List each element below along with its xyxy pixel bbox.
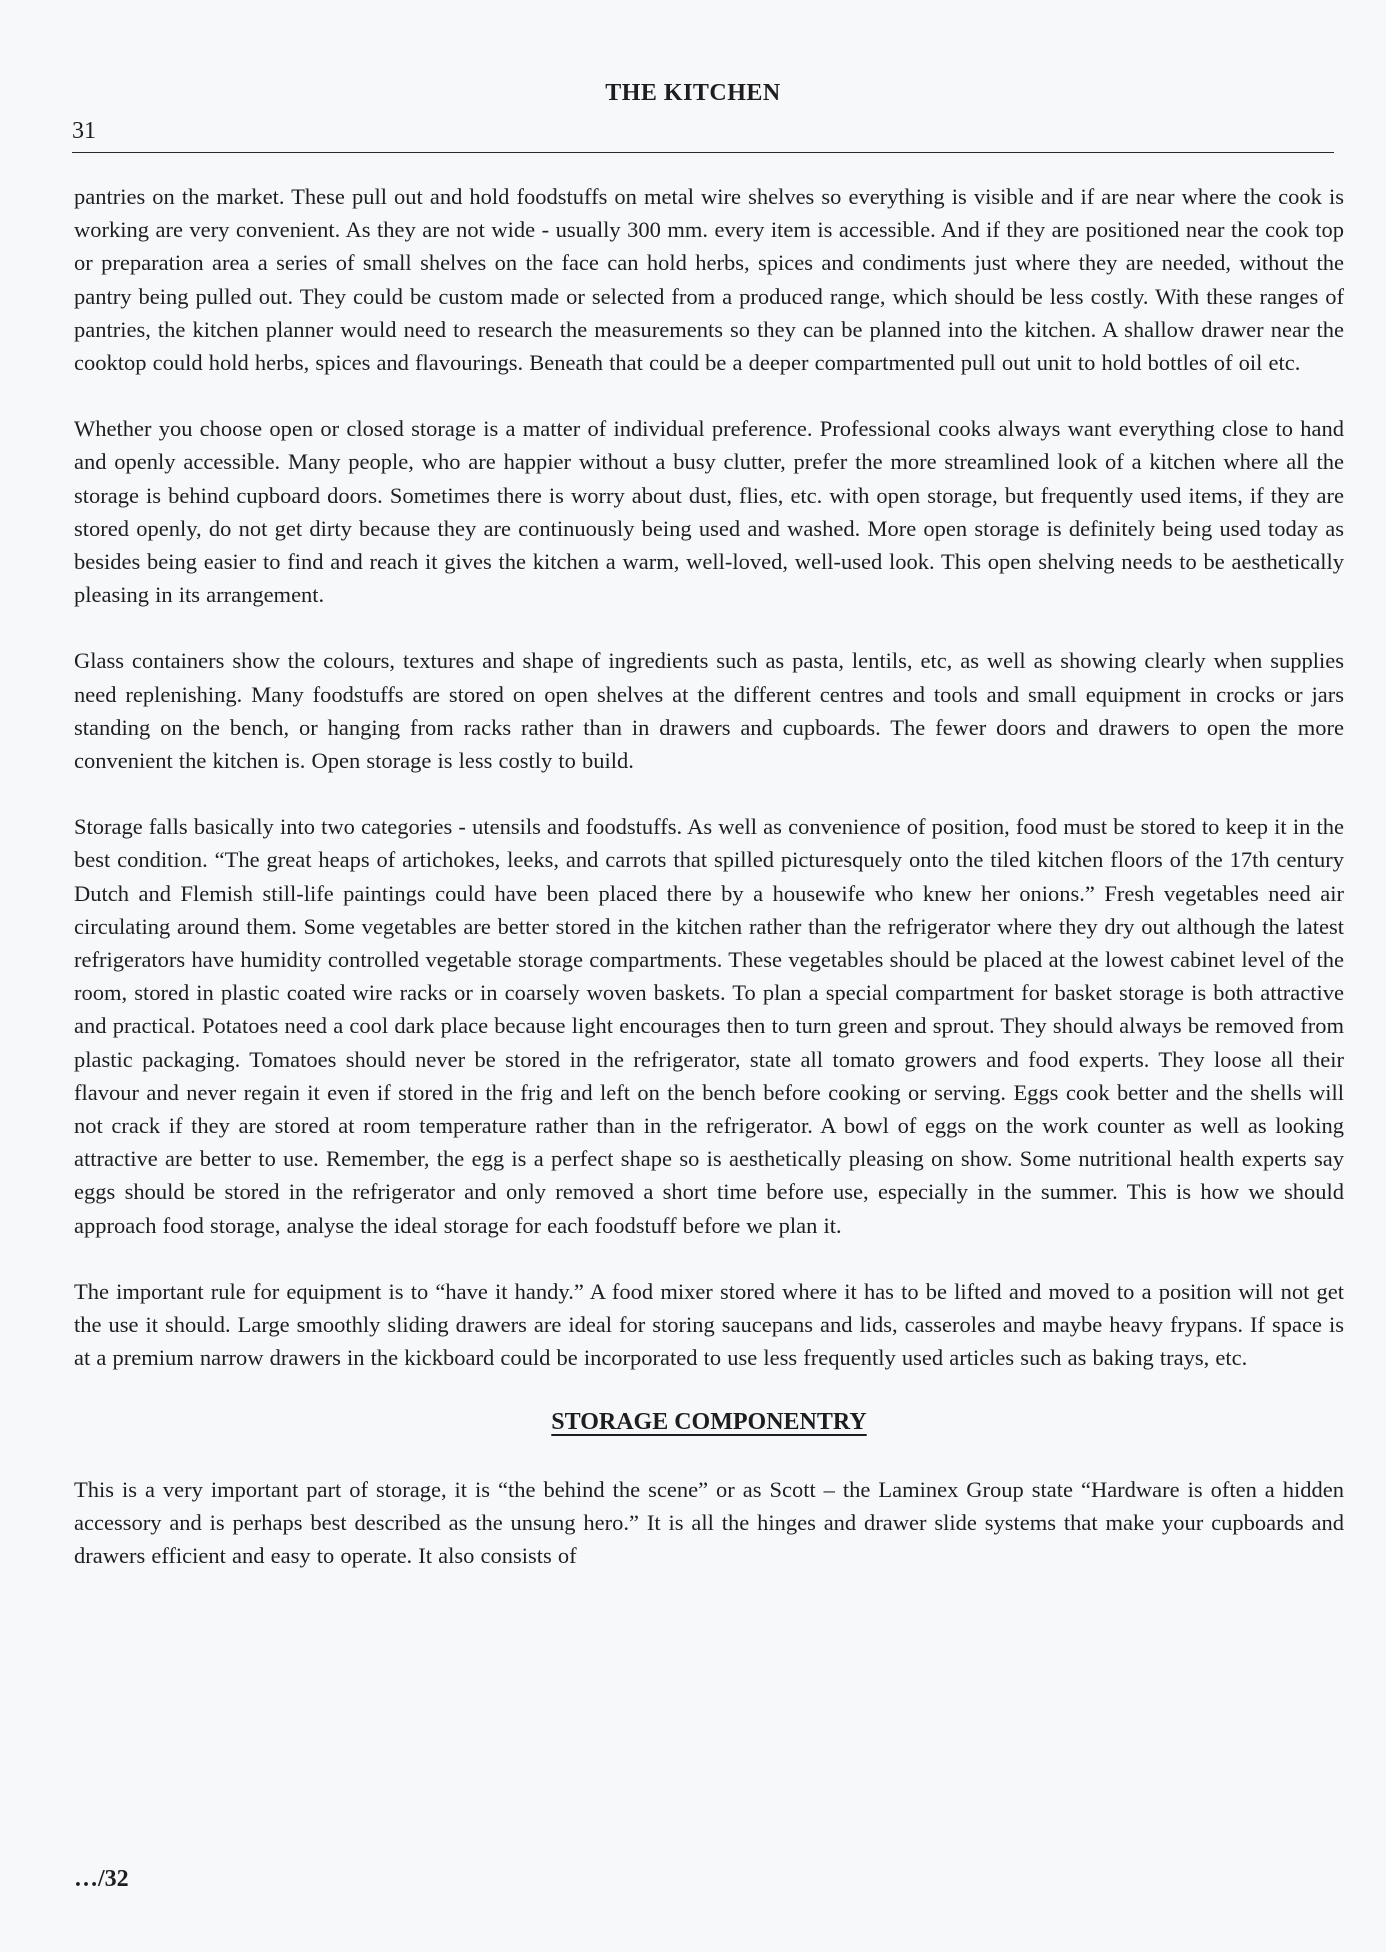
paragraph-storage-componentry: This is a very important part of storage, it is “the behind the scene” or as Scott – the Laminex Group state “Hardware is often a hidden accessory and is perhaps best described as the unsung hero.” It is all the hinges and drawer slide systems that make your cupboards and drawers efficient and easy to operate. It also consists of [74, 1476, 1344, 1568]
page-number: 31 [72, 118, 96, 144]
paragraph-open-closed-storage: Whether you choose open or closed storage is a matter of individual preference. Professional cooks always want everything close to hand and openly accessible. Many people, who are happier without a busy clutter, prefer the more streamlined look of a kitchen where all the storage is behind cupboard doors. Sometimes there is worry about dust, flies, etc. with open storage, but frequently used items, if they are stored openly, do not get dirty because they are continuously being used and washed. More open storage is definitely being used today as besides being easier to find and reach it gives the kitchen a warm, well-loved, well-used look. This open shelving needs to be aesthetically pleasing in its arrangement. [74, 416, 1344, 608]
body-text [74, 180, 1344, 1572]
paragraph-storage-categories: Storage falls basically into two categories - utensils and foodstuffs. As well as convenience of position, food must be stored to keep it in the best condition. “The great heaps of artichokes, leeks, and carrots that spilled picturesquely onto the tiled kitchen floors of the 17th century Dutch and Flemish still-life paintings could have been placed there by a housewife who knew her onions.” Fresh vegetables need air circulating around them. Some vegetables are better stored in the kitchen rather than the refrigerator where they dry out although the latest refrigerators have humidity controlled vegetable storage compartments. These vegetables should be placed at the lowest cabinet level of the room, stored in plastic coated wire racks or in coarsely woven baskets. To plan a special compartment for basket storage is both attractive and practical. Potatoes need a cool dark place because light encourages then to turn green and sprout. They should always be removed from plastic packaging. Tomatoes should never be stored in the refrigerator, state all tomato growers and food experts. They loose all their flavour and never regain it even if stored in the frig and left on the bench before cooking or serving. Eggs cook better and the shells will not crack if they are stored at room temperature rather than in the refrigerator. A bowl of eggs on the work counter as well as looking attractive are better to use. Remember, the egg is a perfect shape so is aesthetically pleasing on show. Some nutritional health experts say eggs should be stored in the refrigerator and only removed a short time before use, especially in the summer. This is how we should approach food storage, analyse the ideal storage for each foodstuff before we plan it. [74, 814, 1344, 1238]
header-rule [72, 152, 1334, 153]
paragraph-pantries: pantries on the market. These pull out and hold foodstuffs on metal wire shelves so everything is visible and if are near where the cook is working are very convenient. As they are not wide - usually 300 mm. every item is accessible. And if they are positioned near the cook top or preparation area a series of small shelves on the face can hold herbs, spices and condiments just where they are needed, without the pantry being pulled out. They could be custom made or selected from a produced range, which should be less costly. With these ranges of pantries, the kitchen planner would need to research the measurements so they can be planned into the kitchen. A shallow drawer near the cooktop could hold herbs, spices and flavourings. Beneath that could be a deeper compartmented pull out unit to hold bottles of oil etc. [74, 184, 1344, 376]
continuation-marker: …/32 [74, 1866, 129, 1892]
paragraph-equipment-rule: The important rule for equipment is to “have it handy.” A food mixer stored where it has to be lifted and moved to a position will not get the use it should. Large smoothly sliding drawers are ideal for storing saucepans and lids, casseroles and maybe heavy frypans. If space is at a premium narrow drawers in the kickboard could be incorporated to use less frequently used articles such as baking trays, etc. [74, 1278, 1344, 1371]
section-heading: STORAGE COMPONENTRY [551, 1408, 867, 1435]
running-head: THE KITCHEN [605, 80, 781, 106]
paragraph-glass-containers: Glass containers show the colours, textures and shape of ingredients such as pasta, lentils, etc, as well as showing clearly when supplies need replenishing. Many foodstuffs are stored on open shelves at the different centres and tools and small equipment in crocks or jars standing on the bench, or hanging from racks rather than in drawers and cupboards. The fewer doors and drawers to open the more convenient the kitchen is. Open storage is less costly to build. [74, 648, 1344, 774]
